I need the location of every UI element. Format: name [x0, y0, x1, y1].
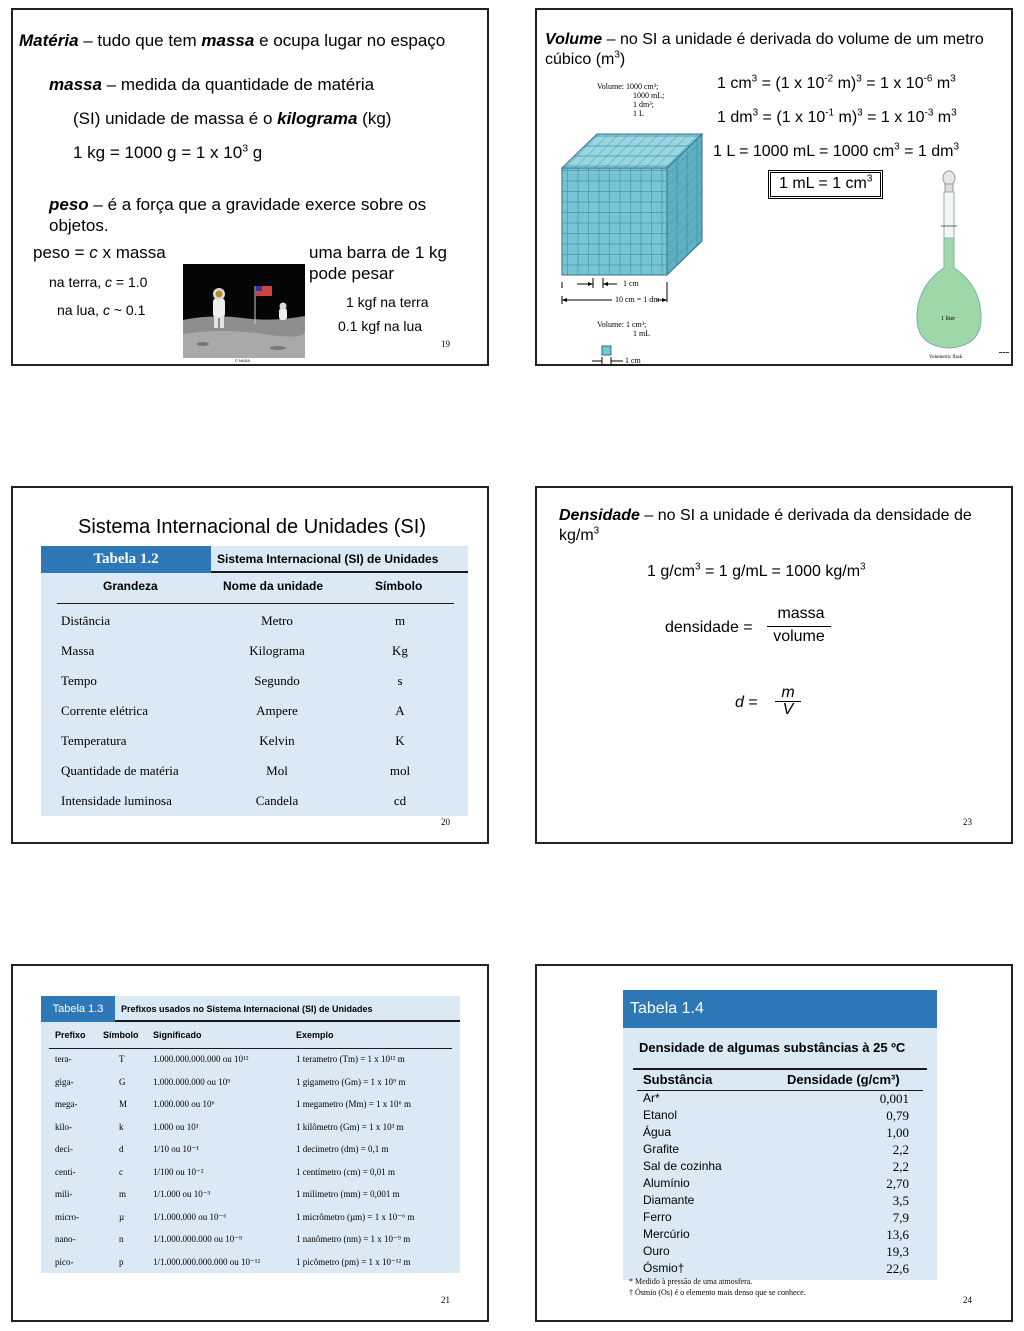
table-title: Densidade de algumas substâncias à 25 ºC	[639, 1040, 906, 1055]
header-rule	[49, 1048, 452, 1049]
kg-equation: 1 kg = 1000 g = 1 x $10^3$ g	[73, 142, 263, 162]
density-value: 2,2	[892, 1142, 909, 1157]
slide-21	[11, 964, 489, 1322]
density-value: 13,6	[886, 1227, 909, 1242]
table-cell: 1 milímetro (mm) = 0,001 m	[296, 1189, 400, 1199]
flask-caption: Volumetric flask	[929, 355, 963, 360]
materia-definition: Matéria – tudo que tem massa e ocupa lugar no espaço	[19, 31, 446, 50]
slide-23	[535, 486, 1013, 844]
moon-astronaut-photo	[183, 264, 305, 358]
table-cell: Distância	[61, 613, 111, 628]
substance-name: Ouro	[643, 1244, 670, 1258]
flask-label: 1 liter	[941, 316, 956, 322]
page-number: 24	[963, 1295, 972, 1305]
col-header-simbolo: Símbolo	[375, 579, 423, 593]
density-formula-label: densidade =	[665, 619, 753, 636]
col-header-densidade: Densidade (g/cm³)	[787, 1072, 900, 1087]
table-cell: Kilograma	[249, 643, 305, 658]
table-cell: n	[119, 1234, 124, 1244]
table-cell: mega-	[55, 1099, 78, 1109]
d-denominator: V	[782, 701, 794, 718]
density-value: 0,79	[886, 1108, 909, 1123]
table-cell: centi-	[55, 1166, 76, 1177]
fig-small-cm: 1 cm	[625, 356, 641, 365]
density-value: 0,001	[879, 1091, 909, 1106]
col-header-exemplo: Exemplo	[296, 1030, 334, 1040]
d-formula-label: d =	[735, 694, 758, 711]
table-cell: 1.000.000.000.000 ou 10¹²	[153, 1054, 249, 1064]
footnote-2: † Ósmio (Os) é o elemento mais denso que se conhece.	[629, 1288, 806, 1297]
slide-19	[11, 8, 489, 366]
table-cell: 1 kilômetro (Gm) = 1 x 10³ m	[296, 1121, 404, 1132]
boxed-equation: 1 mL = 1 $cm^3$	[770, 172, 881, 197]
table-cell: Massa	[61, 643, 95, 658]
table-cell: Segundo	[254, 673, 300, 688]
col-header-prefixo: Prefixo	[55, 1030, 86, 1040]
table-cell: Temperatura	[61, 733, 127, 748]
substance-name: Água	[643, 1125, 672, 1139]
density-equivalence: 1 $g/cm^3 = 1$ g/mL = 1000 $kg/m^3$	[647, 561, 866, 580]
substance-name: Etanol	[643, 1108, 678, 1122]
substance-name: Ferro	[643, 1210, 672, 1224]
table-cell: m	[394, 613, 406, 628]
table-cell: 1 decímetro (dm) = 0,1 m	[296, 1144, 389, 1154]
table-cell: Tempo	[61, 673, 97, 688]
table-cell: pico-	[55, 1256, 74, 1267]
terra-value: na terra, c = 1.0	[49, 274, 148, 290]
si-mass-unit: (SI) unidade de massa é o kilograma (kg)	[73, 109, 392, 128]
density-value: 3,5	[892, 1193, 909, 1208]
table-cell: T	[119, 1054, 125, 1064]
table-cell: mol	[389, 763, 411, 778]
table-cell: 1 micrômetro (µm) = 1 x 10⁻⁶ m	[296, 1211, 415, 1222]
table-cell: 1/1.000.000.000 ou 10⁻⁹	[153, 1234, 243, 1244]
header-rule	[57, 603, 454, 604]
page-number: 19	[441, 339, 450, 349]
table-cell: G	[119, 1076, 126, 1087]
density-denominator: volume	[773, 628, 825, 645]
table-cell: mili-	[55, 1189, 73, 1199]
table-cell: 1 centímetro (cm) = 0,01 m	[296, 1166, 396, 1177]
table-cell: M	[119, 1099, 128, 1109]
slide-22	[535, 8, 1013, 366]
table-header	[41, 546, 468, 573]
peso-formula: peso = c x massa	[33, 243, 166, 262]
equation-dm3: 1 $dm^3 = (1$ x $10^{-1}$ m)$^3$ = 1 x $10^{-3}$ $m^3$	[717, 107, 957, 126]
title-rule	[633, 1068, 927, 1070]
fig-volume-label: Volume: 1000 cm³; 1000 mL; 1 dm³; 1 L	[597, 82, 665, 118]
table-cell: nano-	[55, 1234, 76, 1244]
fig-1cm: 1 cm	[623, 279, 639, 288]
substance-name: Diamante	[643, 1193, 695, 1207]
col-header-nome: Nome da unidade	[223, 579, 324, 593]
table-cell: Mol	[266, 763, 288, 778]
table-cell: giga-	[55, 1076, 74, 1087]
table-cell: 1 gigametro (Gm) = 1 x 10⁹ m	[296, 1076, 406, 1087]
page-number: 20	[441, 817, 450, 827]
table-cell: Kelvin	[259, 733, 295, 748]
lua-value: na lua, c ~ 0.1	[57, 302, 146, 318]
table-cell: Metro	[261, 613, 293, 628]
col-header-simbolo: Símbolo	[103, 1030, 139, 1040]
density-value: 2,70	[886, 1176, 909, 1191]
table-cell: cd	[393, 793, 407, 808]
substance-name: Mercúrio	[643, 1227, 690, 1241]
table-cell: 1 nanômetro (nm) = 1 x 10⁻⁹ m	[296, 1234, 411, 1244]
substance-name: Alumínio	[643, 1176, 690, 1190]
slide-24	[535, 964, 1013, 1322]
table-cell: Quantidade de matéria	[61, 763, 179, 778]
table-cell: deci-	[55, 1144, 73, 1154]
density-value: 22,6	[886, 1261, 909, 1276]
si-prefixes-table	[41, 996, 460, 1273]
table-cell: 1 megametro (Mm) = 1 x 10⁶ m	[296, 1099, 411, 1109]
kgf-lua: 0.1 kgf na lua	[338, 318, 423, 334]
table-cell: 1.000.000 ou 10⁶	[153, 1099, 215, 1109]
substance-name: Ósmio†	[643, 1261, 685, 1275]
table-cell: c	[119, 1166, 123, 1177]
table-cell: Candela	[255, 793, 299, 808]
table-cell: K	[395, 733, 405, 748]
slide-title: Sistema Internacional de Unidades (SI)	[78, 516, 426, 538]
volumetric-flask-figure	[911, 168, 991, 358]
table-cell: 1/1.000.000 ou 10⁻⁶	[153, 1211, 227, 1222]
table-cell: µ	[119, 1211, 125, 1222]
density-value: 7,9	[892, 1210, 909, 1225]
volume-definition: Volume – no SI a unidade é derivada do volume de um metro cúbico $(m^3)$	[545, 31, 984, 68]
densidade-definition: Densidade – no SI a unidade é derivada da densidade de $kg/m^3$	[559, 507, 972, 544]
table-label: Tabela 1.2	[41, 546, 211, 573]
table-cell: d	[119, 1144, 124, 1154]
table-cell: tera-	[55, 1054, 72, 1064]
table-cell: k	[119, 1121, 124, 1132]
table-cell: Kg	[392, 643, 408, 658]
page-number-cut	[999, 352, 1009, 353]
table-cell: micro-	[55, 1211, 79, 1222]
photo-credit: © NASA	[235, 358, 250, 363]
table-cell: 1 terametro (Tm) = 1 x 10¹² m	[296, 1054, 405, 1064]
table-cell: kilo-	[55, 1121, 72, 1132]
si-units-table	[41, 546, 468, 816]
table-cell: A	[395, 703, 405, 718]
slide-20	[11, 486, 489, 844]
equation-cm3: 1 $cm^3 = (1$ x $10^{-2}$ m)$^3$ = 1 x $10^{-6}$ $m^3$	[717, 73, 956, 92]
density-value: 2,2	[892, 1159, 909, 1174]
table-cell: s	[397, 673, 403, 688]
table-label: Tabela 1.3	[41, 996, 115, 1022]
table-header	[41, 996, 460, 1022]
density-table	[623, 990, 937, 1280]
peso-definition: peso – é a força que a gravidade exerce sobre os objetos.	[49, 195, 427, 235]
footnote-1: * Medido à pressão de uma atmosfera.	[629, 1277, 753, 1286]
substance-name: Ar*	[643, 1091, 660, 1105]
table-title: Sistema Internacional (SI) de Unidades	[217, 552, 439, 566]
table-cell: 1/100 ou 10⁻²	[153, 1166, 204, 1177]
d-numerator: m	[781, 684, 795, 701]
table-label: Tabela 1.4	[623, 990, 937, 1028]
page-number: 23	[963, 817, 972, 827]
density-value: 19,3	[886, 1244, 909, 1259]
page-number: 21	[441, 1295, 450, 1305]
table-cell: p	[119, 1256, 124, 1267]
fig-small-volume: Volume: 1 cm³; 1 mL	[597, 320, 651, 338]
table-cell: 1/1.000 ou 10⁻³	[153, 1189, 211, 1199]
table-cell: 1.000.000.000 ou 10⁹	[153, 1076, 231, 1087]
table-cell: 1/1.000.000.000.000 ou 10⁻¹²	[153, 1256, 261, 1267]
table-title: Prefixos usados no Sistema Internacional (SI) de Unidades	[121, 1004, 373, 1014]
equation-liter: 1 L = 1000 mL = 1000 $cm^3 = 1$ $dm^3$	[713, 141, 959, 160]
kgf-terra: 1 kgf na terra	[346, 294, 429, 310]
table-cell: 1.000 ou 10³	[153, 1121, 199, 1132]
substance-name: Sal de cozinha	[643, 1159, 722, 1173]
table-cell: m	[119, 1189, 127, 1199]
fig-10cm: 10 cm = 1 dm	[615, 295, 660, 304]
density-value: 1,00	[886, 1125, 909, 1140]
col-header-significado: Significado	[153, 1030, 202, 1040]
table-cell: 1 picômetro (pm) = 1 x 10⁻¹² m	[296, 1256, 411, 1267]
col-header-substancia: Substância	[643, 1072, 713, 1087]
barra-text: uma barra de 1 kg pode pesar	[309, 243, 447, 283]
table-cell: Ampere	[256, 703, 298, 718]
density-numerator: massa	[777, 605, 825, 622]
table-cell: Corrente elétrica	[61, 703, 148, 718]
table-cell: 1/10 ou 10⁻¹	[153, 1144, 199, 1154]
table-cell: Intensidade luminosa	[61, 793, 172, 808]
massa-definition: massa – medida da quantidade de matéria	[49, 75, 375, 94]
col-header-grandeza: Grandeza	[103, 579, 158, 593]
substance-name: Grafite	[643, 1142, 680, 1156]
